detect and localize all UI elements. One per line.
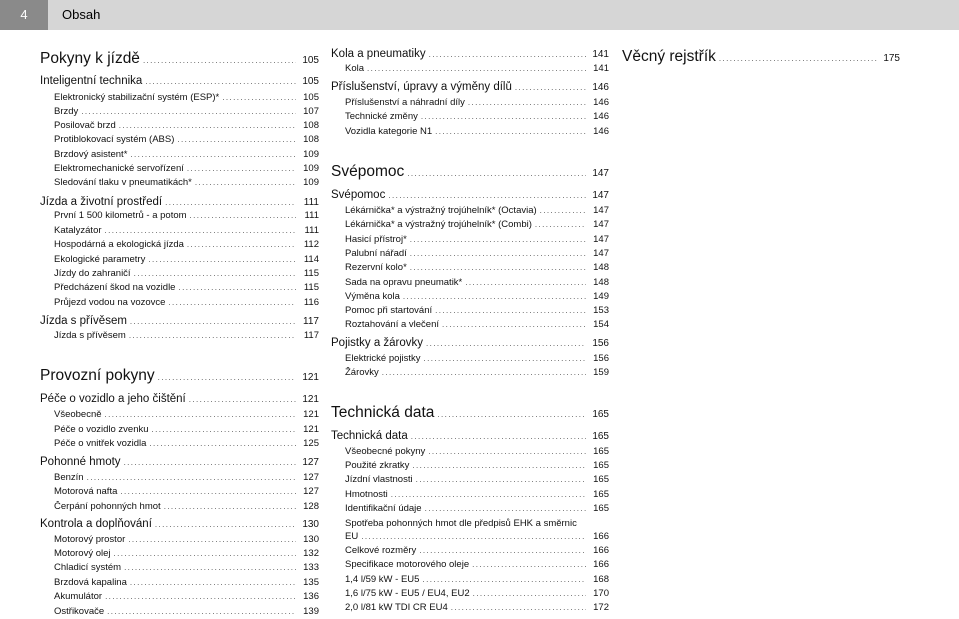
toc-leader-dots [164,502,296,511]
toc-entry-title: Kontrola a doplňování [40,518,152,530]
toc-entry [54,606,319,619]
toc-leader-dots [178,283,296,292]
toc-page-number: 136 [303,591,319,602]
toc-entry-title: Ostřikovače [54,606,105,617]
toc-page-number: 105 [302,55,319,66]
toc-chapter [40,50,319,72]
toc-entry-title: Specifikace motorového oleje [345,559,470,570]
toc-entry-title: Jízdy do zahraničí [54,268,131,279]
toc-leader-dots [134,269,296,278]
toc-page-number: 127 [303,486,319,497]
toc-leader-dots [388,191,586,200]
toc-entry-title: Identifikační údaje [345,503,422,514]
toc-entry-title: Lékárnička* a výstražný trojúhelník* (Octavia) [345,205,537,216]
toc-page-number: 148 [593,262,609,273]
toc-entry [54,330,319,343]
toc-leader-dots [442,320,586,329]
toc-entry [345,474,609,487]
toc-entry [54,472,319,485]
toc-page-number: 165 [593,446,609,457]
toc-page-number: 154 [593,319,609,330]
toc-page-number: 135 [303,577,319,588]
toc-entry-title: Žárovky [345,367,379,378]
toc-page-number: 166 [593,559,609,570]
toc-entry [345,489,609,502]
toc-entry [345,545,609,558]
toc-page-number: 121 [302,394,319,405]
toc-entry-title: Příslušenství, úpravy a výměny dílů [331,81,512,93]
toc-entry-title: Všeobecně [54,409,102,420]
toc-leader-dots [419,546,586,555]
toc-entry-title: Péče o vozidlo zvenku [54,424,149,435]
toc-leader-dots [407,169,586,178]
toc-page-number: 146 [593,126,609,137]
toc-page-number: 166 [593,545,609,556]
toc-leader-dots [410,235,586,244]
toc-page-number: 165 [593,503,609,514]
toc-entry-title: Lékárnička* a výstražný trojúhelník* (Combi) [345,219,532,230]
toc-entry-title: Elektrické pojistky [345,353,421,364]
toc-entry [345,503,609,516]
toc-leader-dots [158,373,296,382]
toc-leader-dots [410,263,586,272]
toc-entry-title: Svépomoc [331,163,405,180]
toc-entry-title: Péče o vnitřek vozidla [54,438,147,449]
toc-leader-dots [411,432,586,441]
toc-entry [345,291,609,304]
toc-page-number: 147 [592,190,609,201]
toc-entry-title: Motorový olej [54,548,111,559]
toc-entry-title: Použité zkratky [345,460,410,471]
toc-leader-dots [128,535,296,544]
toc-leader-dots [421,112,586,121]
toc-page-number: 165 [593,460,609,471]
toc-entry [54,548,319,561]
toc-entry-title: Předcházení škod na vozidle [54,282,176,293]
toc-entry [345,531,609,544]
toc-page-number: 117 [303,316,319,327]
toc-section [40,75,319,90]
toc-entry [345,460,609,473]
page-header-bar [0,0,959,30]
toc-page-number: 146 [593,111,609,122]
toc-leader-dots [540,206,586,215]
toc-leader-dots [451,603,586,612]
toc-entry-title: Roztahování a vlečení [345,319,440,330]
toc-entry-title: Brzdový asistent* [54,149,128,160]
toc-leader-dots [114,549,297,558]
toc-leader-dots [410,249,586,258]
toc-leader-dots [145,77,296,86]
toc-leader-dots [130,150,296,159]
toc-leader-dots [403,292,586,301]
toc-entry [345,126,609,139]
toc-leader-dots [149,439,296,448]
toc-entry [345,602,609,615]
toc-page-number: 105 [303,92,319,103]
toc-page-number: 165 [592,431,609,442]
toc-entry-title: Jízda a životní prostředí [40,196,163,208]
toc-entry [54,501,319,514]
page-number: 4 [0,0,48,30]
toc-leader-dots [412,461,586,470]
toc-page-number: 107 [303,106,319,117]
toc-page-number: 121 [302,372,319,383]
toc-entry-title: Kola a pneumatiky [331,48,426,60]
toc-page-number: 116 [303,297,319,308]
toc-entry [345,353,609,366]
toc-leader-dots [187,164,296,173]
toc-entry [54,577,319,590]
toc-leader-dots [515,83,586,92]
toc-page-number: 112 [303,239,319,250]
toc-entry-title: Svépomoc [331,189,386,201]
toc-leader-dots [465,278,586,287]
toc-entry [54,92,319,105]
toc-page-number: 105 [302,76,319,87]
toc-leader-dots [422,575,586,584]
toc-chapter [622,48,900,70]
toc-entry-title: Hmotnosti [345,489,388,500]
toc-page-number: 147 [593,205,609,216]
toc-entry-title: EU [345,531,359,542]
toc-page-number: 127 [302,457,319,468]
toc-leader-dots [425,504,586,513]
toc-page-number: 115 [303,268,319,279]
toc-leader-dots [105,410,296,419]
toc-entry-title: Technická data [331,430,408,442]
toc-page-number: 147 [592,168,609,179]
toc-entry [54,268,319,281]
toc-page-number: 172 [593,602,609,613]
toc-leader-dots [130,317,296,326]
toc-entry [54,297,319,310]
toc-leader-dots [105,592,296,601]
toc-entry-title: Chladicí systém [54,562,122,573]
toc-entry [345,319,609,332]
toc-entry [54,409,319,422]
toc-entry [54,149,319,162]
toc-leader-dots [152,425,296,434]
toc-entry-title: Hospodárná a ekologická jízda [54,239,184,250]
toc-section [40,518,319,533]
toc-entry-title: Celkové rozměry [345,545,417,556]
toc-page-number: 147 [593,234,609,245]
toc-leader-dots [124,458,296,467]
toc-entry-title: Motorová nafta [54,486,118,497]
toc-page-number: 109 [303,177,319,188]
toc-leader-dots [129,331,296,340]
toc-page-number: 108 [303,134,319,145]
toc-entry [345,559,609,572]
toc-leader-dots [107,607,296,616]
toc-entry-title: Elektromechanické servořízení [54,163,184,174]
toc-entry-title: Protiblokovací systém (ABS) [54,134,175,145]
toc-section [40,315,319,330]
toc-section [331,48,609,63]
toc-entry [54,534,319,547]
toc-leader-dots [535,220,586,229]
toc-entry-title: Elektronický stabilizační systém (ESP)* [54,92,220,103]
toc-leader-dots [416,475,586,484]
toc-entry-title: Jízda s přívěsem [40,315,127,327]
toc-leader-dots [130,578,296,587]
toc-leader-dots [472,560,586,569]
toc-entry-title: Motorový prostor [54,534,126,545]
toc-chapter [331,404,609,426]
toc-section [40,456,319,471]
toc-leader-dots [148,255,296,264]
toc-entry [54,120,319,133]
toc-page-number: 125 [303,438,319,449]
toc-chapter [331,163,609,185]
toc-entry [54,486,319,499]
toc-leader-dots [468,98,586,107]
toc-page-number: 127 [303,472,319,483]
page-title: Obsah [62,7,101,22]
toc-entry [345,262,609,275]
toc-entry-title: Sledování tlaku v pneumatikách* [54,177,192,188]
toc-entry-title: Ekologické parametry [54,254,146,265]
toc-page-number: 146 [593,97,609,108]
toc-entry [54,424,319,437]
toc-section [331,81,609,96]
toc-section [331,430,609,445]
toc-page-number: 109 [303,149,319,160]
toc-leader-dots [168,298,296,307]
toc-page-number: 130 [302,519,319,530]
toc-entry [345,305,609,318]
toc-leader-dots [124,563,296,572]
toc-leader-dots [187,240,296,249]
toc-section [40,196,319,211]
toc-entry-title: Inteligentní technika [40,75,143,87]
toc-page-number: 141 [592,49,609,60]
toc-page-number: 121 [303,409,319,420]
toc-entry [345,446,609,459]
toc-leader-dots [367,64,586,73]
toc-leader-dots [437,410,586,419]
toc-entry-title: Hasicí přístroj* [345,234,407,245]
toc-entry-title: Příslušenství a náhradní díly [345,97,465,108]
toc-page-number: 130 [303,534,319,545]
toc-leader-dots [87,473,296,482]
toc-leader-dots [119,121,296,130]
toc-entry [345,248,609,261]
toc-entry-title: Vozidla kategorie N1 [345,126,433,137]
toc-page-number: 147 [593,248,609,259]
toc-entry [54,106,319,119]
toc-entry-title: Akumulátor [54,591,103,602]
toc-page-number: 166 [593,531,609,542]
toc-entry-title: 1,4 l/59 kW - EU5 [345,574,420,585]
toc-entry-title: Výměna kola [345,291,400,302]
toc-entry-title: Pomoc při startování [345,305,433,316]
toc-entry [345,367,609,380]
toc-page-number: 165 [593,474,609,485]
toc-page-number: 133 [303,562,319,573]
toc-entry [345,111,609,124]
toc-entry [345,205,609,218]
toc-entry-title: Brzdová kapalina [54,577,127,588]
toc-entry-title: Technická data [331,404,435,421]
toc-leader-dots [424,354,587,363]
toc-entry-title: Palubní nářadí [345,248,407,259]
toc-entry-title: Technické změny [345,111,418,122]
toc-page-number: 114 [303,254,319,265]
toc-entry-title: Kola [345,63,365,74]
toc-entry-title: Průjezd vodou na vozovce [54,297,166,308]
toc-leader-dots [428,447,586,456]
toc-page-number: 108 [303,120,319,131]
toc-page-number: 156 [592,338,609,349]
toc-entry [345,97,609,110]
toc-leader-dots [426,339,586,348]
toc-leader-dots [105,226,296,235]
toc-leader-dots [143,56,296,65]
toc-entry [345,63,609,76]
toc-page-number: 111 [304,225,319,236]
toc-leader-dots [435,306,586,315]
toc-leader-dots [177,135,296,144]
toc-entry-title: Brzdy [54,106,79,117]
toc-entry-title: 1,6 l/75 kW - EU5 / EU4, EU2 [345,588,470,599]
toc-page-number: 165 [593,489,609,500]
toc-page-number: 153 [593,305,609,316]
toc-entry-title: Jízdní vlastnosti [345,474,413,485]
toc-page-number: 111 [304,210,319,221]
toc-entry [54,254,319,267]
toc-entry-title: Pojistky a žárovky [331,337,424,349]
toc-page-number: 147 [593,219,609,230]
toc-entry [54,282,319,295]
toc-page-number: 121 [303,424,319,435]
toc-chapter [40,367,319,389]
toc-entry-title: Rezervní kolo* [345,262,407,273]
toc-page-number: 139 [303,606,319,617]
toc-entry-title: Pohonné hmoty [40,456,121,468]
toc-entry [345,588,609,601]
toc-leader-dots [719,54,877,63]
toc-leader-dots [155,520,296,529]
toc-entry [54,134,319,147]
toc-page-number: 141 [593,63,609,74]
toc-section [331,337,609,352]
toc-page-number: 115 [303,282,319,293]
toc-entry-title: Provozní pokyny [40,367,155,384]
toc-leader-dots [120,487,296,496]
toc-page-number: 168 [593,574,609,585]
toc-entry [54,562,319,575]
toc-entry-title: Čerpání pohonných hmot [54,501,161,512]
toc-leader-dots [361,532,586,541]
toc-page-number: 132 [303,548,319,559]
toc-page-number: 128 [303,501,319,512]
toc-section [331,189,609,204]
toc-entry [345,574,609,587]
toc-entry [345,518,609,531]
toc-page-number: 156 [593,353,609,364]
toc-page-number: 175 [883,53,900,64]
toc-entry [54,177,319,190]
toc-entry-title: Péče o vozidlo a jeho čištění [40,393,186,405]
toc-leader-dots [195,178,296,187]
toc-entry-title: Posilovač brzd [54,120,116,131]
toc-entry-title: Jízda s přívěsem [54,330,126,341]
toc-entry-title: 2,0 l/81 kW TDI CR EU4 [345,602,448,613]
toc-entry [345,219,609,232]
toc-entry-title: Pokyny k jízdě [40,50,140,67]
toc-entry-title: Katalyzátor [54,225,102,236]
toc-entry [54,438,319,451]
toc-leader-dots [222,93,296,102]
toc-page-number: 149 [593,291,609,302]
toc-entry-title: Sada na opravu pneumatik* [345,277,463,288]
toc-entry-title: Všeobecné pokyny [345,446,426,457]
toc-page-number: 117 [303,330,319,341]
toc-page-number: 111 [303,197,319,208]
toc-leader-dots [81,107,296,116]
toc-page-number: 146 [592,82,609,93]
toc-entry [54,210,319,223]
toc-entry [54,239,319,252]
toc-page-number: 159 [593,367,609,378]
toc-leader-dots [435,127,586,136]
toc-page-number: 170 [593,588,609,599]
toc-page-number: 148 [593,277,609,288]
toc-page-number: 165 [592,409,609,420]
toc-entry [54,225,319,238]
toc-entry [54,591,319,604]
toc-leader-dots [165,198,296,207]
toc-entry [345,277,609,290]
toc-entry [54,163,319,176]
toc-entry-title: Spotřeba pohonných hmot dle předpisů EHK a směrnic [345,518,577,529]
toc-leader-dots [189,395,296,404]
toc-leader-dots [382,368,586,377]
toc-leader-dots [429,50,586,59]
toc-entry-title: Benzín [54,472,84,483]
toc-leader-dots [190,211,296,220]
toc-entry-title: Věcný rejstřík [622,48,716,65]
toc-leader-dots [391,490,586,499]
toc-page-number: 109 [303,163,319,174]
toc-entry-title: První 1 500 kilometrů - a potom [54,210,187,221]
toc-entry [345,234,609,247]
toc-leader-dots [473,589,586,598]
toc-section [40,393,319,408]
